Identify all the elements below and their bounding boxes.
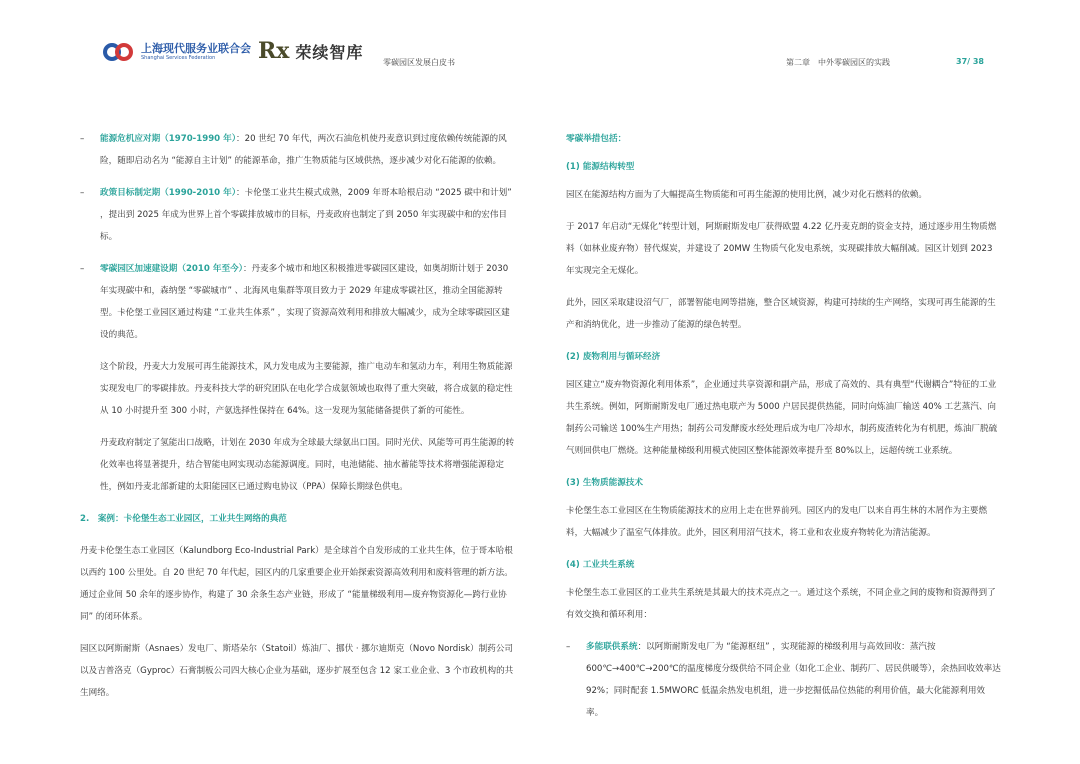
chapter-title: 第二章 中外零碳园区的实践 [786, 58, 890, 67]
document-title: 零碳园区发展白皮书 [383, 58, 455, 67]
paragraph: 此外，园区采取建设沼气厂，部署智能电网等措施，整合区域资源，构建可持续的生产网络，实现可再生能源的生产和消纳优化，进一步推动了能源的绿色转型。 [566, 298, 996, 330]
logo-english-name: Shanghai Services Federation [141, 55, 216, 61]
period-text: ：卡伦堡工业共生模式成熟，2009 年哥本哈根启动 “2025 碳中和计划” ，提出到 2025 年成为世界上首个零碳排放城市的目标，丹麦政府也制定了到 2050 年实现碳中和的宏伟目标。 [100, 188, 512, 242]
bullet-text: ：以阿斯耐斯发电厂为 “能源枢纽” ，实现能源的梯级利用与高效回收：蒸汽按 600℃→400℃→200℃的温度梯度分级供给不同企业（如化工企业、制药厂、居民供暖等），余热回收效率达 92%；同时配套 1.5MWORC 低温余热发电机组，进一步挖掘低品位热能的利用价值，最大化能源利用效率。 [586, 642, 1001, 718]
period-text: ：丹麦多个城市和地区积极推进零碳园区建设，如奥胡斯计划于 2030 年实现碳中和，森纳堡 “零碳城市” 、北海风电集群等项目致力于 2029 年建成零碳社区，推动全国能源转型。卡伦堡工业园区通过构建 “工业共生体系” ，实现了资源高效利用和排放大幅减少，成为全球零碳园区建设的典范。 [100, 264, 510, 340]
paragraph: 丹麦政府制定了氢能出口战略，计划在 2030 年成为全球最大绿氨出口国。同时光伏、风能等可再生能源的转化效率也将显著提升，结合智能电网实现动态能源调度。同时，电池储能、抽水蓄能等技术将增强能源稳定性，例如丹麦北部新建的太阳能园区已通过购电协议（PPA）保障长期绿色供电。 [100, 438, 515, 492]
paragraph: 卡伦堡生态工业园区在生物质能源技术的应用上走在世界前列。园区内的发电厂以来自再生林的木屑作为主要燃料，大幅减少了温室气体排放。此外，园区利用沼气技术，将工业和农业废弃物转化为清洁能源。 [566, 506, 988, 538]
paragraph: 园区建立“废弃物资源化利用体系”，企业通过共享资源和副产品，形成了高效的、具有典型“代谢耦合”特征的工业共生系统。例如，阿斯耐斯发电厂通过热电联产为 5000 户居民提供热能，同时向炼油厂输送 40% 工艺蒸汽、向制药公司输送 100%生产用热；制药公司发酵废水经处理后成为电厂冷却水，制药废渣转化为有机肥，炼油厂脱硫气则回供电厂燃烧。这种能量梯级利用模式使园区整体能源效率提升至 80%以上，远超传统工业系统。 [566, 380, 998, 456]
list-item: – 多能联供系统：以阿斯耐斯发电厂为 “能源枢纽” ，实现能源的梯级利用与高效回收：蒸汽按 600℃→400℃→200℃的温度梯度分级供给不同企业（如化工企业、制药厂、居民供暖等），余热回收效率达 92%；同时配套 1.5MWORC 低温余热发电机组，进一步挖掘低品位热能的利用价值，最大化能源利用效率。 [566, 642, 1001, 718]
subheading-energy-structure: (1) 能源结构转型 [566, 162, 635, 172]
paragraph: 这个阶段，丹麦大力发展可再生能源技术，风力发电成为主要能源，推广电动车和氢动力车，利用生物质能源实现发电厂的零碳排放。丹麦科技大学的研究团队在电化学合成氨领域也取得了重大突破，将合成氨的稳定性从 10 小时提升至 300 小时，产氨选择性保持在 64%。这一发现为氢能储备提供了新的可能性。 [100, 362, 513, 416]
measures-intro: 零碳举措包括： [566, 134, 627, 144]
paragraph: 于 2017 年启动“无煤化”转型计划，阿斯耐斯发电厂获得欧盟 4.22 亿丹麦克朗的资金支持，通过逐步用生物质燃料（如林业废弃物）替代煤炭，并建设了 20MW 生物质气化发电系统，实现碳排放大幅削减。园区计划到 2023 年实现完全无煤化。 [566, 222, 997, 276]
logo-chinese-name: 上海现代服务业联合会 [141, 42, 251, 55]
left-column [80, 128, 517, 714]
list-item: – 零碳园区加速建设期（2010 年至今）：丹麦多个城市和地区积极推进零碳园区建设，如奥胡斯计划于 2030 年实现碳中和，森纳堡 “零碳城市” 、北海风电集群等项目致力于 2029 年建成零碳社区，推动全国能源转型。卡伦堡工业园区通过构建 “工业共生体系” ，实现了资源高效利用和排放大幅减少，成为全球零碳园区建设的典范。 [80, 264, 510, 340]
shanghai-services-federation-logo [103, 40, 251, 64]
paragraph: 园区以阿斯耐斯（Asnaes）发电厂、斯塔朵尔（Statoil）炼油厂、挪伏 · 挪尔迪斯克（Novo Nordisk）制药公司以及吉普洛克（Gyproc）石膏制板公司四大核心企业为基础，逐步扩展至包含 12 家工业企业、3 个市政机构的共生网络。 [80, 644, 514, 698]
paragraph: 园区在能源结构方面为了大幅提高生物质能和可再生能源的使用比例，减少对化石燃料的依赖。 [566, 190, 927, 200]
page-number: 37/ 38 [956, 57, 984, 66]
paragraph: 卡伦堡生态工业园区的工业共生系统是其最大的技术亮点之一。通过这个系统，不同企业之间的废物和资源得到了有效交换和循环利用： [566, 588, 996, 620]
rx-logo-icon: Rx [258, 38, 290, 64]
period-text: ：20 世纪 70 年代，两次石油危机使丹麦意识到过度依赖传统能源的风险，随即启动名为 “能源自主计划” 的能源革命，推广生物质能与区域供热，逐步减少对化石能源的依赖。 [100, 134, 507, 166]
list-item: – 能源危机应对期（1970-1990 年）：20 世纪 70 年代，两次石油危机使丹麦意识到过度依赖传统能源的风险，随即启动名为 “能源自主计划” 的能源革命，推广生物质能与区域供热，逐步减少对化石能源的依赖。 [80, 134, 507, 166]
logo2-name: 荣续智库 [295, 42, 364, 62]
list-item: – 政策目标制定期（1990-2010 年）：卡伦堡工业共生模式成熟，2009 年哥本哈根启动 “2025 碳中和计划” ，提出到 2025 年成为世界上首个零碳排放城市的目标，丹麦政府也制定了到 2050 年实现碳中和的宏伟目标。 [80, 188, 512, 242]
federation-emblem-icon [103, 40, 135, 64]
bullet-label: 多能联供系统 [586, 642, 638, 652]
subheading-industrial-symbiosis: (4) 工业共生系统 [566, 560, 635, 570]
subheading-waste-utilization: (2) 废物利用与循环经济 [566, 352, 661, 362]
period-label: 能源危机应对期（1970-1990 年） [100, 134, 237, 144]
rongxu-think-tank-logo [258, 38, 363, 64]
subheading-biomass: (3) 生物质能源技术 [566, 478, 643, 488]
section-heading: 2. 案例：卡伦堡生态工业园区，工业共生网络的典范 [80, 514, 287, 524]
paragraph: 丹麦卡伦堡生态工业园区（Kalundborg Eco-Industrial Park）是全球首个自发形成的工业共生体，位于哥本哈根以西约 100 公里处。自 20 世纪 70 年代起，园区内的几家重要企业开始探索资源高效利用和废料管理的新方法。通过企业间 50 余年的逐步协作，构建了 30 余条生态产业链，形成了 “能量梯级利用—废弃物资源化—跨行业协同” 的闭环体系。 [80, 546, 513, 622]
right-column [566, 128, 1002, 734]
period-label: 零碳园区加速建设期（2010 年至今） [100, 264, 243, 274]
period-label: 政策目标制定期（1990-2010 年） [100, 188, 237, 198]
page-header [0, 0, 1080, 80]
